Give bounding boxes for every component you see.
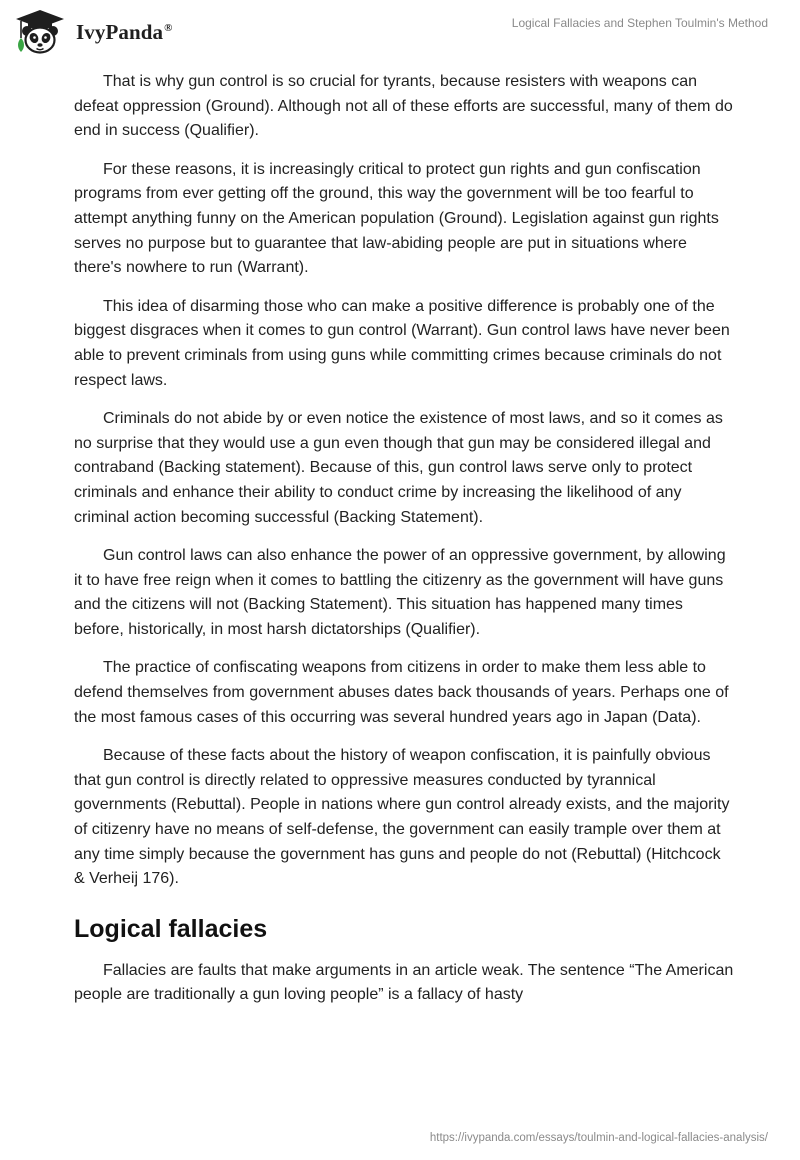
paragraph: Criminals do not abide by or even notice the existence of most laws, and so it comes as no surprise that they would use a gun even though that gun may be considered illegal and contraband (Backing statement). Because of this, gun control laws serve only to protect criminals and enhance their ability to conduct crime by increasing the likelihood of any criminal action becoming successful (Backing Statement).: [74, 410, 723, 526]
paragraph: This idea of disarming those who can make a positive difference is probably one of the biggest disgraces when it comes to gun control (Warrant). Gun control laws have never been able to prevent criminals from using guns while committing crimes because criminals do not respect laws.: [74, 297, 730, 389]
source-url[interactable]: https://ivypanda.com/essays/toulmin-and-logical-fallacies-analysis/: [429, 1132, 768, 1144]
paragraph: Gun control laws can also enhance the power of an oppressive government, by allowing it to have free reign when it comes to battling the citizenry as the government will have guns and the citizens will not (Backing Statement). This situation has happened many times before, historically, in most harsh dictatorships (Qualifier).: [74, 547, 726, 638]
page-header: [0, 0, 800, 60]
document-title: Logical Fallacies and Stephen Toulmin's Method: [511, 16, 768, 30]
paragraph: For these reasons, it is increasingly critical to protect gun rights and gun confiscation programs from ever getting off the ground, this way the government will be too fearful to attempt anything funny on the American population (Ground). Legislation against gun rights serves no purpose but to guarantee that law-abiding people are put in situations where there's nowhere to run (Warrant).: [74, 160, 719, 277]
article-body: [74, 70, 734, 1022]
paragraph: That is why gun control is so crucial for tyrants, because resisters with weapons can defeat oppression (Ground). Although not all of these efforts are successful, many of them do end in success (Qualifier).: [74, 73, 733, 140]
ivypanda-logo[interactable]: [14, 8, 173, 56]
brand-name: IvyPanda®: [76, 19, 173, 44]
panda-graduate-icon: [14, 8, 66, 56]
paragraph: The practice of confiscating weapons from citizens in order to make them less able to defend themselves from government abuses dates back thousands of years. Perhaps one of the most famous cases of this occurring was several hundred years ago in Japan (Data).: [74, 659, 729, 726]
section-heading: Logical fallacies: [74, 914, 268, 943]
paragraph: Because of these facts about the history of weapon confiscation, it is painfully obvious that gun control is directly related to oppressive measures conducted by tyrannical governments (Rebuttal). People in nations where gun control already exists, and the majority of citizenry have no means of self-defense, the government can easily trample over them at any time simply because the government has guns and people do not (Rebuttal) (Hitchcock & Verheij 176).: [74, 747, 730, 888]
paragraph: Fallacies are faults that make arguments in an article weak. The sentence “The American people are traditionally a gun loving people” is a fallacy of hasty: [74, 961, 734, 1004]
